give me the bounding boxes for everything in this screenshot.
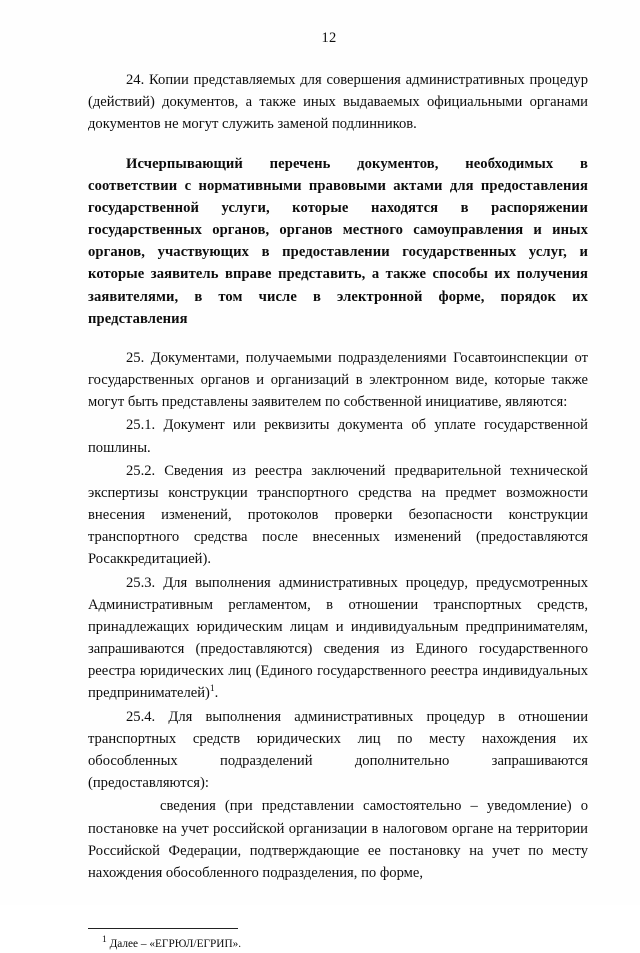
- paragraph-25-3-text: 25.3. Для выполнения административных процедур, предусмотренных Административным регламентом, в отношении транспортных средств, принадлежащих юридическим лицам и индивидуальным предпринимателям, запрашиваются (предоставляются) сведения из Единого государственного реестра юридических лиц (Единого государственного реестра индивидуальных предпринимателей): [88, 574, 588, 702]
- footnote-marker: 1: [102, 935, 107, 946]
- footer-spacer: [88, 884, 588, 902]
- footnote-marker-inline: 1: [209, 684, 215, 695]
- paragraph-25-1: 25.1. Документ или реквизиты документа об уплате государственной пошлины.: [88, 417, 588, 456]
- paragraph-25-2: 25.2. Сведения из реестра заключений предварительной технической экспертизы конструкции транспортного средства на предмет возможности внесения изменений, протоколов проверки безопасности конструкции транспортного средства после внесенных изменений (предоставляются Росаккредитацией).: [88, 462, 588, 568]
- document-body: [88, 69, 588, 884]
- page-number: 12: [321, 30, 337, 46]
- paragraph-25: 25. Документами, получаемыми подразделениями Госавтоинспекции от государственных органов и организаций в электронном виде, которые также могут быть представлены заявителем по собственной инициативе, являются:: [88, 349, 588, 411]
- paragraph-25-3-tail: .: [214, 685, 219, 702]
- paragraph-25-4-item: сведения (при представлении самостоятельно – уведомление) о постановке на учет российской организации в налоговом органе на территории Российской Федерации, подтверждающие ее постановку на учет по месту нахождения обособленного подразделения, по форме,: [88, 798, 588, 881]
- paragraph-heading-bold: Исчерпывающий перечень документов, необходимых в соответствии с нормативными правовыми актами для предоставления государственной услуги, которые находятся в распоряжении государственных органов, органов местного самоуправления и иных органов, участвующих в предоставлении государственных услуг, и которые заявитель вправе представить, а также способы их получения заявителями, в том числе в электронной форме, порядок их представления: [88, 155, 588, 327]
- footnote: [88, 937, 588, 953]
- paragraph-25-3: [88, 572, 588, 705]
- paragraph-25-4: 25.4. Для выполнения административных процедур в отношении транспортных средств юридических лиц по месту нахождения их обособленных подразделений дополнительно запрашиваются (предоставляются):: [88, 708, 588, 792]
- footnote-separator: [88, 928, 238, 929]
- footnote-text: Далее – «ЕГРЮЛ/ЕГРИП».: [109, 938, 242, 951]
- paragraph-24: 24. Копии представляемых для совершения административных процедур (действий) документов, а также иных выдаваемых официальными органами документов не могут служить заменой подлинников.: [88, 72, 588, 133]
